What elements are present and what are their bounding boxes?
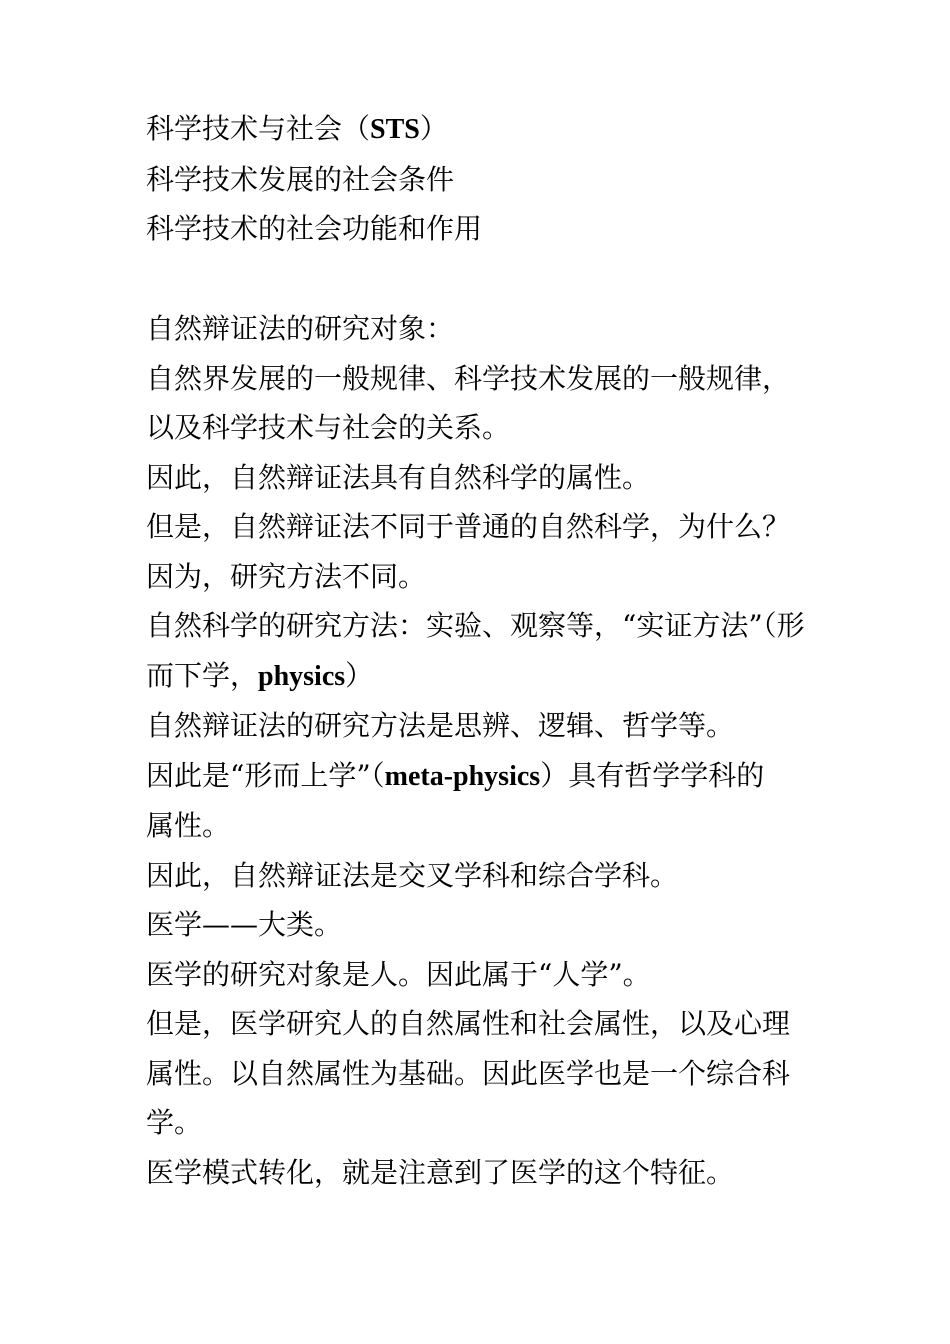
text-line — [146, 701, 826, 751]
text-line — [146, 552, 826, 602]
text-run: 学。 — [146, 1106, 203, 1139]
text-run: 以及科学技术与社会的关系。 — [146, 411, 511, 444]
text-run: 自然科学的研究方法：实验、观察等，“实证方法”（形 — [146, 609, 805, 642]
text-run: 因此，自然辩证法是交叉学科和综合学科。 — [146, 858, 679, 892]
text-run: 自然辩证法的研究方法是思辨、逻辑、哲学等。 — [146, 709, 735, 742]
text-run: 属性。以自然属性为基础。因此医学也是一个综合科 — [146, 1056, 791, 1090]
text-run: 自然辩证法的研究对象： — [146, 312, 455, 345]
text-line — [146, 204, 826, 254]
bold-term: meta-physics — [384, 760, 541, 792]
text-run: ） — [419, 112, 448, 145]
text-line — [146, 1098, 826, 1148]
text-line — [146, 801, 826, 851]
text-run: 医学——大类。 — [146, 908, 343, 941]
text-run: 医学的研究对象是人。因此属于“人学”。 — [146, 957, 651, 991]
text-line — [146, 304, 826, 354]
text-line — [146, 453, 826, 503]
text-line — [146, 155, 826, 205]
text-run: 属性。 — [146, 809, 231, 842]
bold-term: physics — [258, 660, 346, 692]
text-line — [146, 403, 826, 453]
text-line — [146, 851, 826, 901]
text-run: 科学技术发展的社会条件 — [146, 162, 455, 196]
text-line — [146, 601, 826, 651]
text-run: 自然界发展的一般规律、科学技术发展的一般规律， — [146, 361, 791, 395]
text-line — [146, 354, 826, 404]
text-line — [146, 651, 826, 702]
bold-term: STS — [370, 114, 420, 145]
text-run: 因为，研究方法不同。 — [146, 559, 427, 593]
dialectics-notes-body — [146, 304, 826, 1197]
text-run: ）具有哲学学科的 — [540, 758, 765, 792]
text-line — [146, 900, 826, 950]
text-run: 医学模式转化，就是注意到了医学的这个特征。 — [146, 1155, 735, 1189]
text-line — [146, 950, 826, 1000]
text-run: 科学技术与社会（ — [146, 112, 371, 145]
text-line — [146, 104, 826, 155]
text-run: 因此，自然辩证法具有自然科学的属性。 — [146, 460, 651, 494]
text-line — [146, 1049, 826, 1099]
text-line — [146, 502, 826, 552]
text-run: ） — [345, 658, 374, 692]
text-run: 但是，医学研究人的自然属性和社会属性，以及心理 — [146, 1007, 791, 1040]
text-line — [146, 1148, 826, 1198]
text-line — [146, 999, 826, 1049]
text-line — [146, 751, 826, 802]
text-run: 因此是“形而上学”（ — [146, 758, 385, 792]
sts-topic-list — [146, 104, 826, 254]
text-run: 而下学， — [146, 658, 259, 692]
text-run: 科学技术的社会功能和作用 — [146, 212, 483, 245]
text-run: 但是，自然辩证法不同于普通的自然科学，为什么？ — [146, 510, 791, 543]
